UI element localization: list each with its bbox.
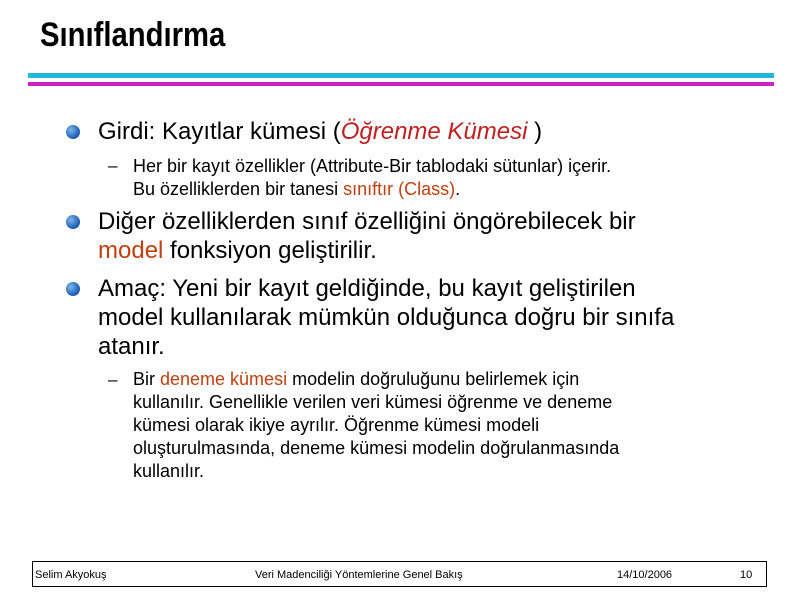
bullet-icon <box>66 215 80 229</box>
bullet-2-text <box>98 207 758 265</box>
bullet-3-line-3: atanır. <box>98 333 165 360</box>
footer-author: Selim Akyokuş <box>35 569 107 581</box>
bullet-1-sub-line-2-post: . <box>455 179 461 199</box>
bullet-2-line-1: Diğer özelliklerden sınıf özelliğini öngörebilecek bir <box>98 208 636 235</box>
bullet-2-highlight: model <box>98 237 164 264</box>
bullet-1-sub-line-2 <box>133 178 753 201</box>
bullet-1-pre: Girdi: Kayıtlar kümesi ( <box>98 118 341 145</box>
bullet-1-post: ) <box>527 118 543 145</box>
footer-course: Veri Madenciliği Yöntemlerine Genel Bakış <box>255 569 463 581</box>
bullet-3-line-1: Amaç: Yeni bir kayıt geldiğinde, bu kayıt geliştirilen <box>98 275 636 302</box>
bullet-3-sub-line-1-post: modelin doğruluğunu belirlemek için <box>287 369 580 389</box>
slide-footer <box>32 561 767 587</box>
footer-date: 14/10/2006 <box>617 569 673 581</box>
title-rule-magenta <box>28 82 774 86</box>
bullet-1-sub-line-2-pre: Bu özelliklerden bir tanesi <box>133 179 344 199</box>
bullet-1-sub-highlight: sınıftır (Class) <box>343 179 456 199</box>
bullet-icon <box>66 282 80 296</box>
sub-dash-icon: – <box>108 370 118 389</box>
bullet-3-sub-line-2: kullanılır. Genellikle verilen veri kümesi öğrenme ve deneme <box>133 392 613 412</box>
bullet-3-line-2: model kullanılarak mümkün olduğunca doğru bir sınıfa <box>98 304 675 331</box>
bullet-2-line-2 <box>98 236 758 265</box>
sub-dash-icon: – <box>108 156 118 175</box>
slide-title: Sınıflandırma <box>40 16 226 54</box>
bullet-1-text <box>98 117 758 146</box>
bullet-3-sub-line-5: kullanılır. <box>133 461 205 481</box>
bullet-icon <box>66 125 80 139</box>
bullet-1-sub-line-1: Her bir kayıt özellikler (Attribute-Bir tablodaki sütunlar) içerir. <box>133 156 612 176</box>
bullet-1-highlight: Öğrenme Kümesi <box>340 118 528 145</box>
bullet-3-sub-line-4: oluşturulmasında, deneme kümesi modelin doğrulanmasında <box>133 438 620 458</box>
footer-page-number: 10 <box>740 569 753 581</box>
title-rule-cyan <box>28 73 774 78</box>
bullet-3-sub-line-1 <box>133 368 753 391</box>
bullet-3-sub-line-3: kümesi olarak ikiye ayrılır. Öğrenme kümesi modeli <box>133 415 540 435</box>
bullet-3-text <box>98 274 758 361</box>
bullet-3-sub-line-1-pre: Bir <box>133 369 160 389</box>
bullet-2-line-2-post: fonksiyon geliştirilir. <box>163 237 377 264</box>
bullet-1-sub-text <box>133 155 753 201</box>
bullet-3-sub-highlight: deneme kümesi <box>160 369 288 389</box>
bullet-3-sub-text <box>133 368 753 483</box>
